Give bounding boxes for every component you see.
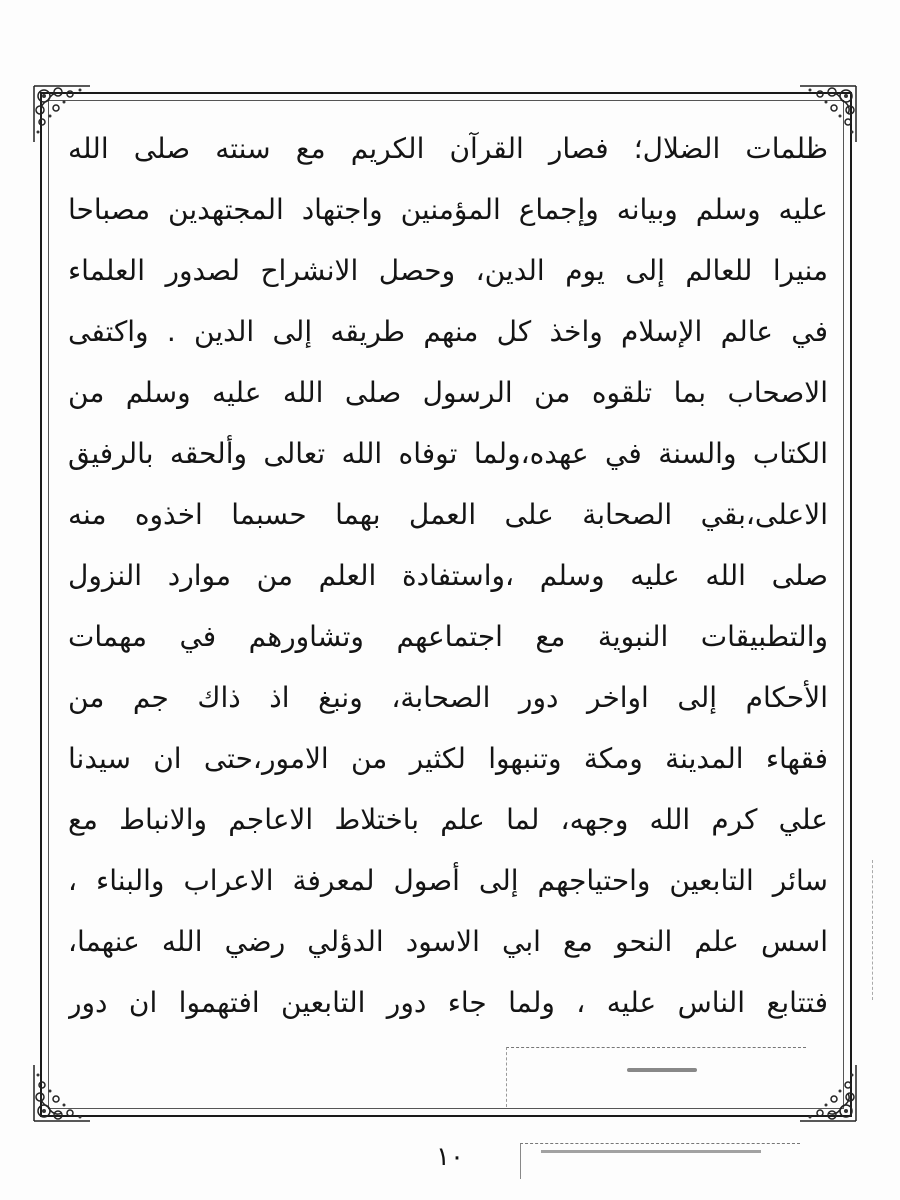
- page-number: ١٠: [436, 1142, 464, 1172]
- text-line: منيرا للعالم إلى يوم الدين، وحصل الانشراح لصدور العلماء: [68, 254, 828, 287]
- text-line: ظلمات الضلال؛ فصار القرآن الكريم مع سنته صلى الله: [68, 132, 828, 165]
- text-line: سائر التابعين واحتياجهم إلى أصول لمعرفة الاعراب والبناء ،: [68, 864, 828, 897]
- floral-corner-ornament-icon: [30, 1055, 100, 1125]
- text-line: فتتابع الناس عليه ، ولما جاء دور التابعين افتهموا ان دور: [68, 986, 828, 1019]
- body-text: [68, 118, 828, 1033]
- scan-artifact: [872, 860, 877, 1000]
- text-line: عليه وسلم وبيانه وإجماع المؤمنين واجتهاد المجتهدين مصباحا: [68, 193, 828, 226]
- text-line: فقهاء المدينة ومكة وتنبهوا لكثير من الامور،حتى ان سيدنا: [68, 742, 828, 775]
- text-line: الأحكام إلى اواخر دور الصحابة، ونبغ اذ ذاك جم من: [68, 681, 828, 714]
- library-stamp-lower: [520, 1143, 800, 1179]
- text-line: علي كرم الله وجهه، لما علم باختلاط الاعاجم والانباط مع: [68, 803, 828, 836]
- text-line: الاصحاب بما تلقوه من الرسول صلى الله عليه وسلم من: [68, 376, 828, 409]
- text-line: في عالم الإسلام واخذ كل منهم طريقه إلى الدين . واكتفى: [68, 315, 828, 348]
- text-line: اسس علم النحو مع ابي الاسود الدؤلي رضي الله عنهما،: [68, 925, 828, 958]
- text-line: صلى الله عليه وسلم ،واستفادة العلم من موارد النزول: [68, 559, 828, 592]
- text-line: الاعلى،بقي الصحابة على العمل بهما حسبما اخذوه منه: [68, 498, 828, 531]
- stamp-scribble: [627, 1068, 697, 1072]
- text-line: الكتاب والسنة في عهده،ولما توفاه الله تعالى وألحقه بالرفيق: [68, 437, 828, 470]
- stamp-scribble: [541, 1150, 761, 1153]
- text-line: والتطبيقات النبوية مع اجتماعهم وتشاورهم في مهمات: [68, 620, 828, 653]
- library-stamp: [506, 1047, 806, 1107]
